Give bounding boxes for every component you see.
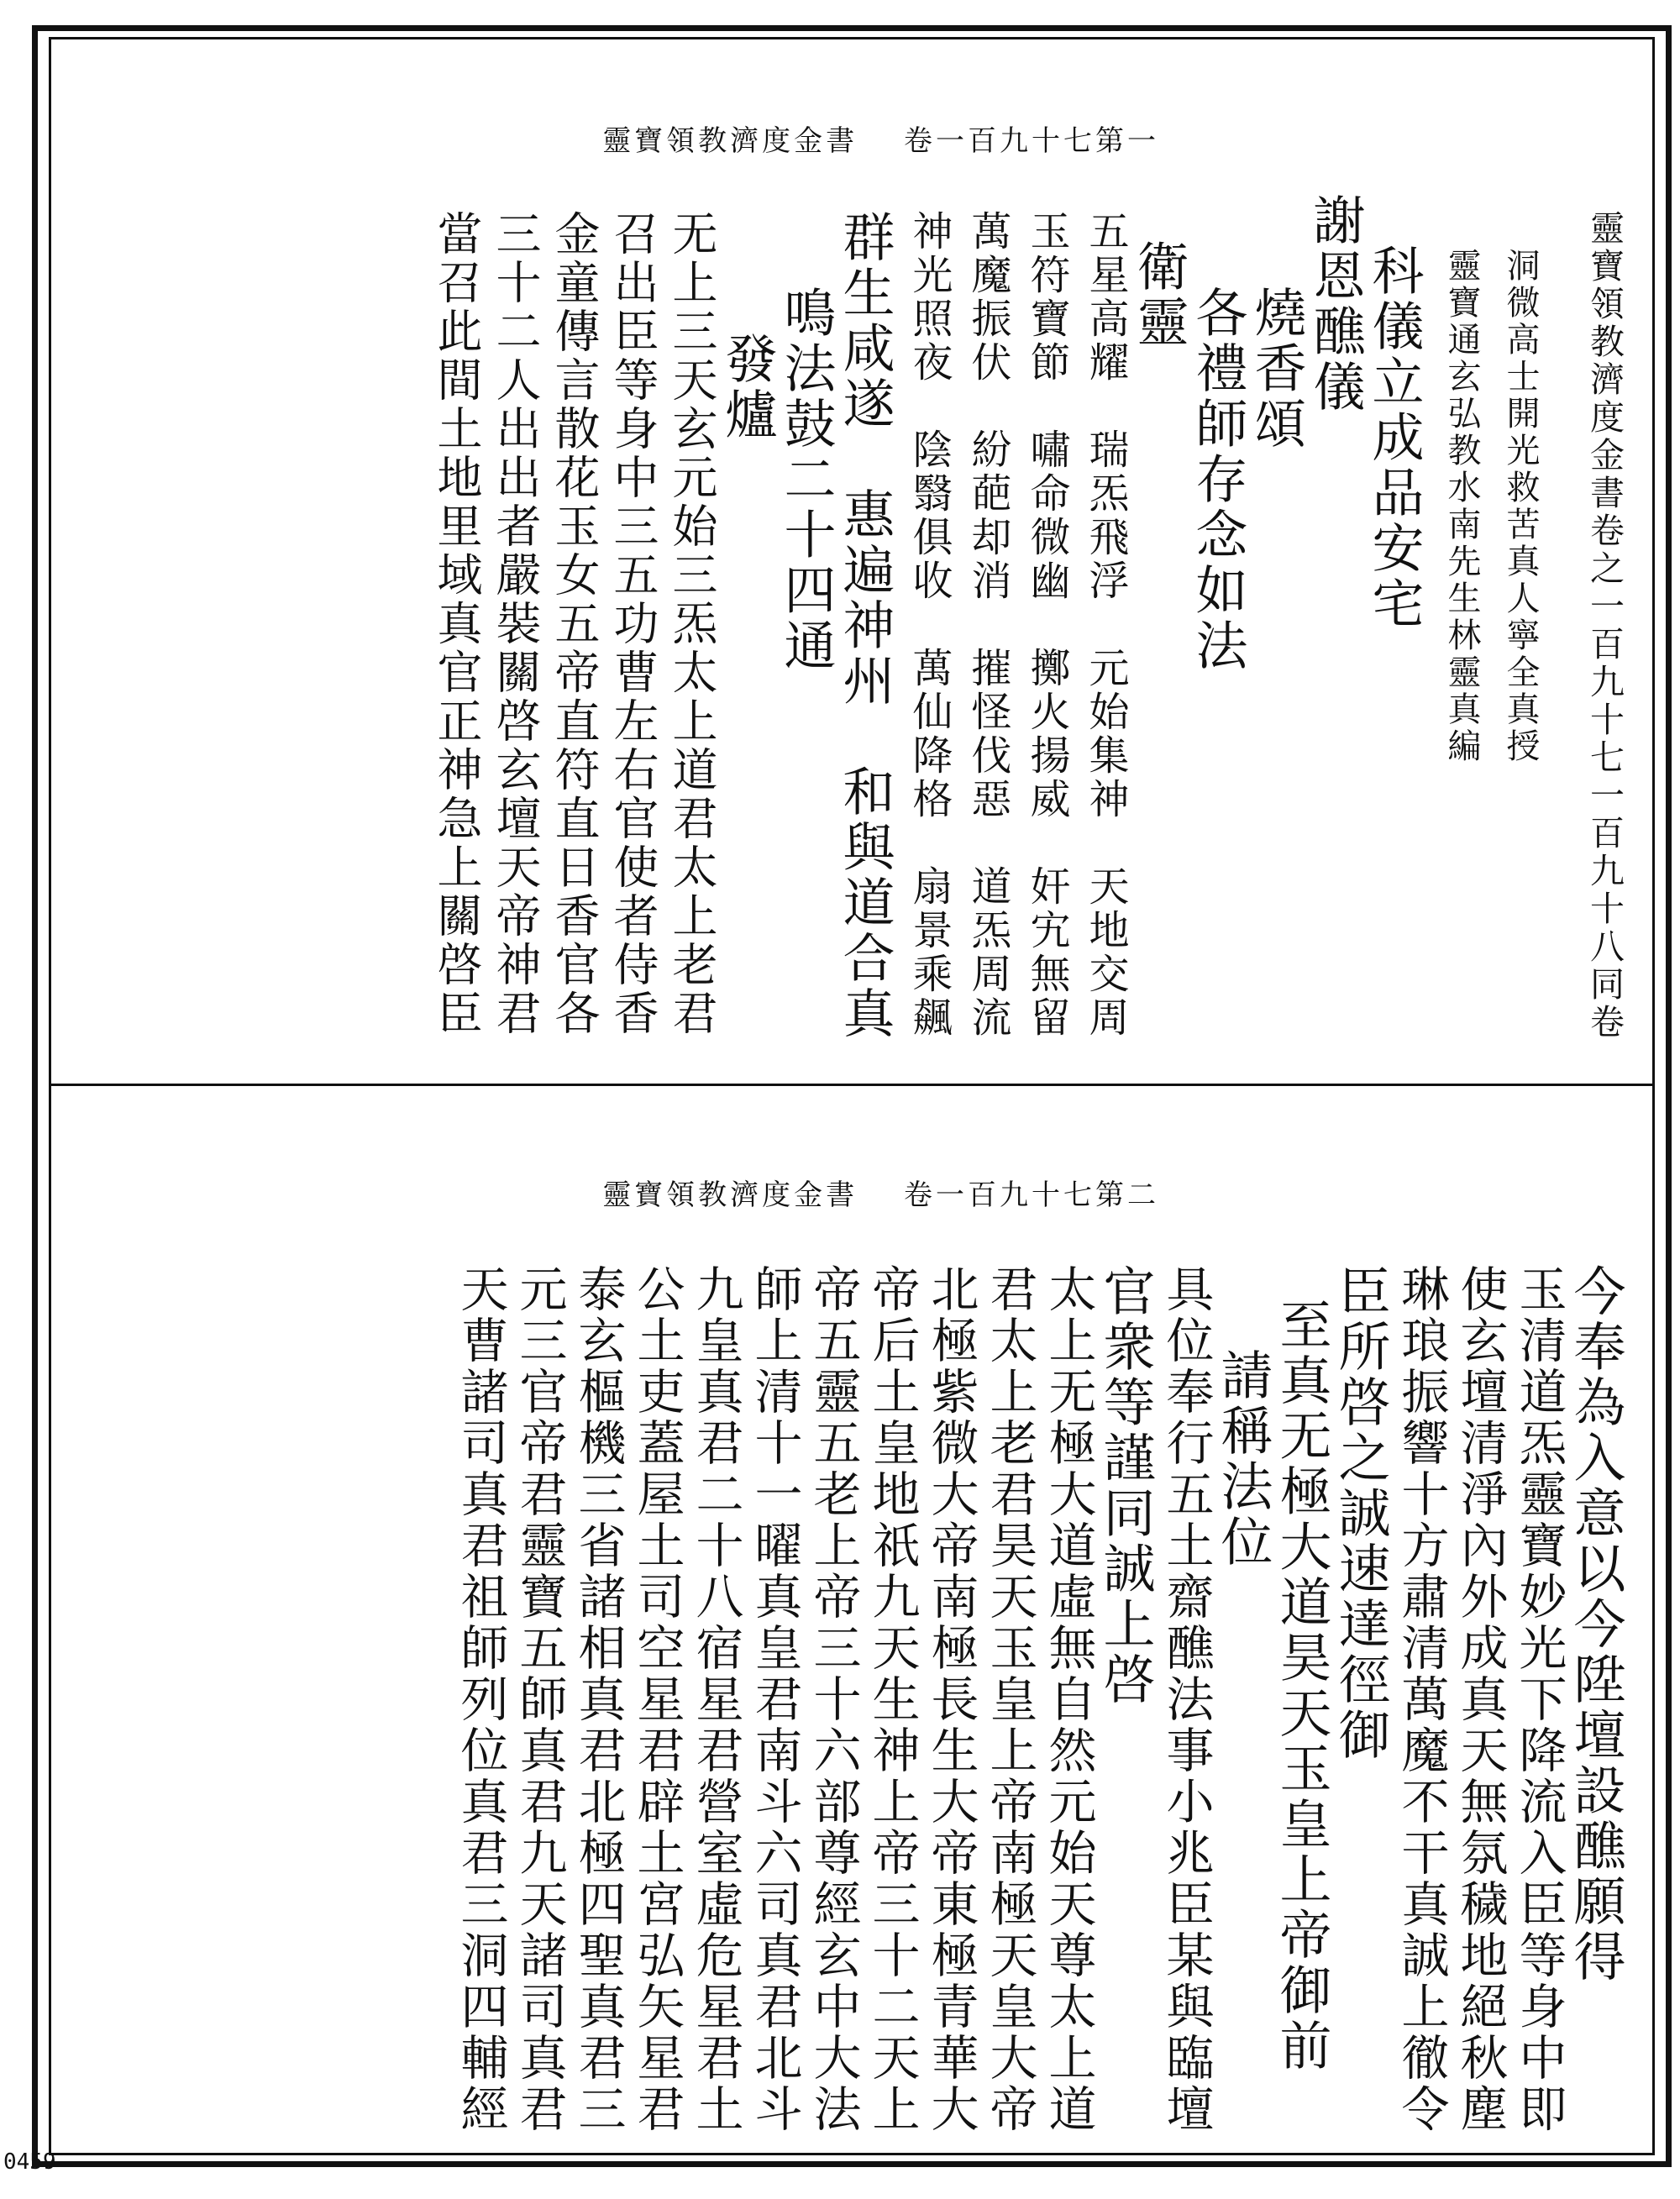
- text-column: 帝五靈五老上帝三十六部尊經玄中大法: [806, 1264, 861, 2135]
- text-column: 今奉為入意以今陞壇設醮願得: [1565, 1264, 1626, 1985]
- text-column: 金童傳言散花玉女五帝直符直日香官各: [548, 210, 601, 1038]
- bottom-header-volume: 卷一百九十七第二: [904, 1178, 1159, 1212]
- text-column: 師上清十一曜真皇君南斗六司真君北斗: [747, 1264, 802, 2135]
- text-column: 召出臣等身中三五功曹左右官使者侍香: [606, 210, 659, 1038]
- top-header-volume: 卷一百九十七第一: [904, 124, 1159, 158]
- bottom-header-title: 靈寶領教濟度金書: [602, 1178, 858, 1212]
- text-column: 无上三天玄元始三炁太上道君太上老君: [665, 210, 718, 1038]
- text-column: 靈寶領教濟度金書卷之一百九十七一百九十八同卷: [1584, 210, 1625, 1042]
- text-column: 鳴法鼓二十四通: [775, 286, 837, 674]
- text-column: 太上无極大道虛無自然元始天尊太上道: [1041, 1264, 1096, 2135]
- text-column: 玉符寶節 嘯命微幽 擲火揚威 奸宄無留: [1023, 210, 1070, 1040]
- text-column: 官衆等謹同誠上啓: [1095, 1264, 1156, 1708]
- text-column: 玉清道炁靈寶妙光下降流入臣等身中即: [1511, 1264, 1567, 2135]
- text-column: 各禮師存念如法: [1187, 286, 1248, 674]
- top-page: [67, 118, 1630, 1050]
- text-column: 公土吏蓋屋土司空星君辟土宮弘矢星君: [629, 1264, 685, 2135]
- text-column: 群生咸遂 惠遍神州 和與道合真: [834, 210, 895, 1042]
- text-column: 三十二人出出者嚴裝關啓玄壇天帝神君: [489, 210, 542, 1038]
- bottom-running-header: [569, 1172, 1159, 1213]
- text-column: 帝后土皇地祇九天生神上帝三十二天上: [864, 1264, 920, 2135]
- text-column: 靈寶通玄弘教水南先生林靈真編: [1442, 248, 1481, 765]
- top-header-title: 靈寶領教濟度金書: [602, 124, 858, 158]
- text-column: 謝恩醮儀: [1305, 193, 1366, 415]
- text-column: 天曹諸司真君祖師列位真君三洞四輔經: [453, 1264, 508, 2135]
- text-column: 科儀立成品安宅: [1363, 244, 1425, 632]
- text-column: 當召此間土地里域真官正神急上關啓臣: [430, 210, 483, 1038]
- text-column: 元三官帝君靈寶五師真君九天諸司真君: [512, 1264, 567, 2135]
- top-running-header: [569, 118, 1159, 159]
- page-divider: [49, 1084, 1655, 1086]
- text-column: 請稱法位: [1212, 1348, 1273, 1570]
- text-column: 衛靈: [1128, 239, 1189, 350]
- text-column: 發爐: [717, 332, 778, 443]
- text-column: 北極紫微大帝南極長生大帝東極青華大: [923, 1264, 979, 2135]
- text-column: 臣所啓之誠速達徑御: [1330, 1264, 1391, 1763]
- text-column: 神光照夜 陰翳俱收 萬仙降格 扇景乘飆: [906, 210, 953, 1040]
- text-column: 萬魔振伏 紛葩却消 摧怪伐惡 道炁周流: [964, 210, 1011, 1040]
- bottom-page: [67, 1172, 1630, 2138]
- folio-number: 0459: [3, 2149, 56, 2175]
- text-column: 九皇真君二十八宿星君營室虛危星君土: [688, 1264, 743, 2135]
- text-column: 具位奉行五土齋醮法事小兆臣某與臨壇: [1158, 1264, 1214, 2135]
- text-column: 使玄壇清淨內外成真天無氛穢地絕秋塵: [1452, 1264, 1508, 2135]
- text-column: 君太上老君昊天玉皇上帝南極天皇大帝: [982, 1264, 1037, 2135]
- text-column: 泰玄樞機三省諸相真君北極四聖真君三: [570, 1264, 626, 2135]
- text-column: 五星高耀 瑞炁飛浮 元始集神 天地交周: [1082, 210, 1129, 1040]
- text-column: 洞微高士開光救苦真人寧全真授: [1501, 248, 1540, 765]
- text-column: 至真无極大道昊天玉皇上帝御前: [1271, 1298, 1332, 2074]
- text-column: 燒香頌: [1246, 286, 1307, 452]
- text-column: 琳琅振響十方肅清萬魔不干真誠上徹令: [1394, 1264, 1449, 2135]
